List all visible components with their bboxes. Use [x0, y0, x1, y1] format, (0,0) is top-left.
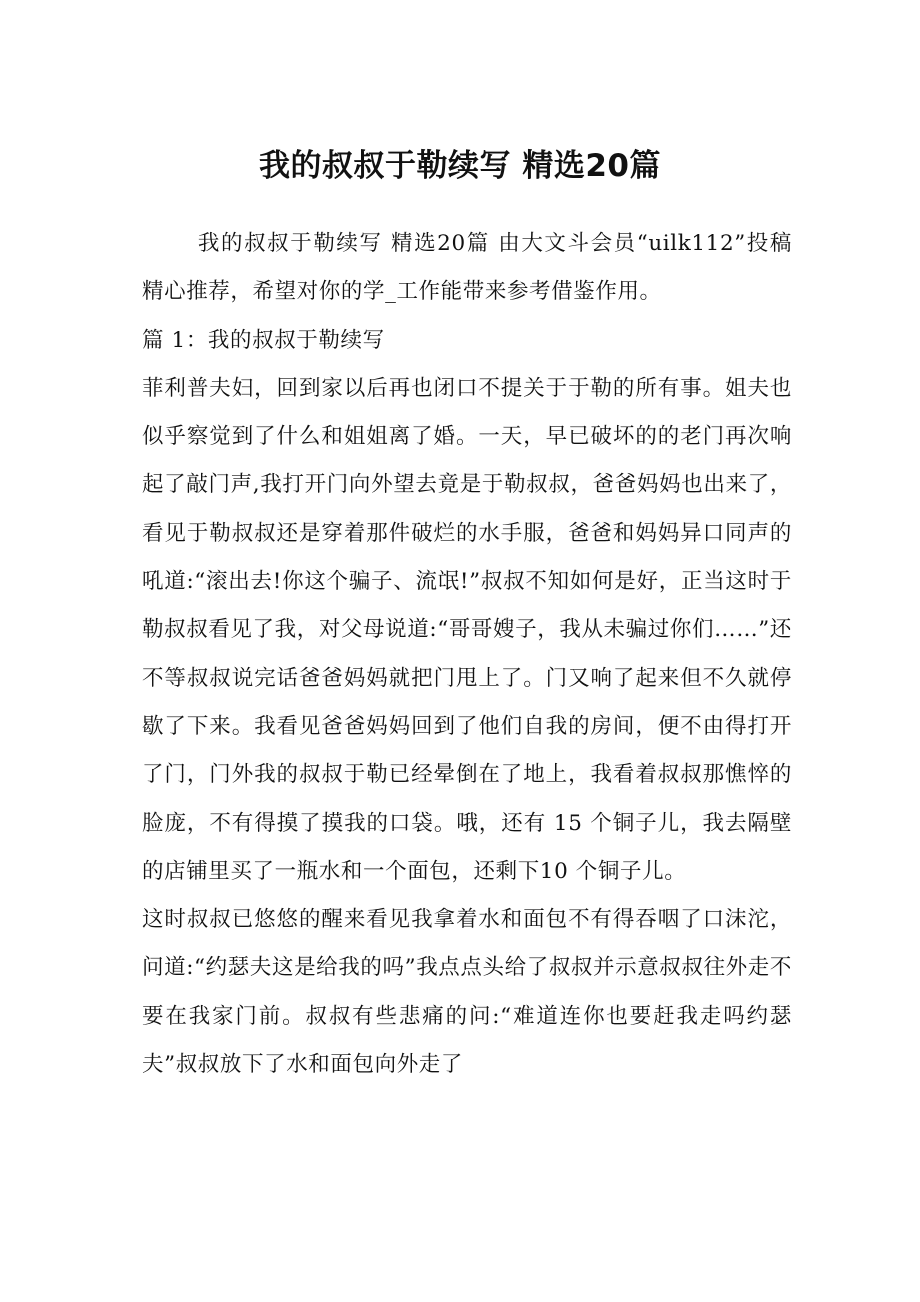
section-heading: 篇 1：我的叔叔于勒续写 [142, 327, 385, 353]
body-paragraph-1: 菲利普夫妇，回到家以后再也闭口不提关于于勒的所有事。姐夫也似乎察觉到了什么和姐姐离了婚。一天，早已破坏的的老门再次响起了敲门声,我打开门向外望去竟是于勒叔叔，爸爸妈妈也出来了，看见于勒叔叔还是穿着那件破烂的水手服，爸爸和妈妈异口同声的吼道:“滚出去!你这个骗子、流氓!”叔叔不知如何是好，正当这时于勒叔叔看见了我，对父母说道:“哥哥嫂子，我从未骗过你们……”还不等叔叔说完话爸爸妈妈就把门甩上了。门又响了起来但不久就停歇了下来。我看见爸爸妈妈回到了他们自我的房间，便不由得打开了门，门外我的叔叔于勒已经晕倒在了地上，我看着叔叔那憔悴的脸庞，不有得摸了摸我的口袋。哦，还有 15 个铜子儿，我去隔壁的店铺里买了一瓶水和一个面包，还剩下10 个铜子儿。 [142, 375, 792, 884]
document-title: 我的叔叔于勒续写 精选20篇 [259, 148, 661, 184]
document-body [142, 220, 792, 1089]
body-paragraph-2: 这时叔叔已悠悠的醒来看见我拿着水和面包不有得吞咽了口沫沱，问道:“约瑟夫这是给我的吗”我点点头给了叔叔并示意叔叔往外走不要在我家门前。叔叔有些悲痛的问:“难道连你也要赶我走吗约瑟夫”叔叔放下了水和面包向外走了 [142, 907, 792, 1078]
intro-paragraph: 我的叔叔于勒续写 精选20篇 由大文斗会员“uilk112”投稿精心推荐，希望对你的学_工作能带来参考借鉴作用。 [142, 231, 792, 305]
